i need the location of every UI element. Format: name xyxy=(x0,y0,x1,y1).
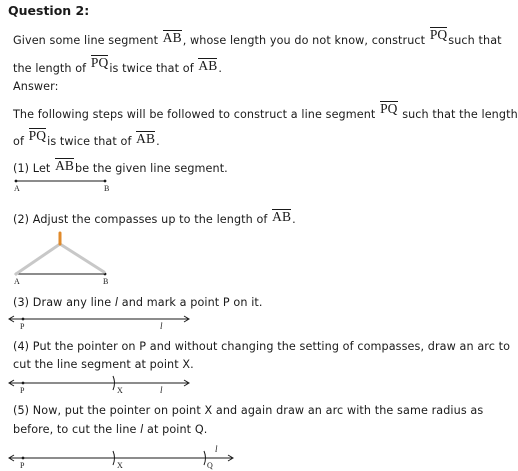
answer-label: Answer: xyxy=(13,80,59,93)
step-5-line-1: (5) Now, put the pointer on point X and again draw an arc with the same radius as xyxy=(13,404,484,417)
intro-text: such that the length xyxy=(402,108,518,121)
label-q: Q xyxy=(207,461,213,470)
compass-leg-right xyxy=(60,244,104,272)
step-text: (2) Adjust the compasses up to the length of xyxy=(13,213,268,226)
question-text: . xyxy=(218,62,223,75)
intro-text: The following steps will be followed to construct a line segment xyxy=(13,108,376,121)
step-4-line-2: cut the line segment at point X. xyxy=(13,358,194,371)
point-p xyxy=(22,382,25,385)
label-l: l xyxy=(215,444,218,454)
question-title: Question 2: xyxy=(8,3,90,18)
step-text: (3) Draw any line xyxy=(13,296,112,309)
question-text: is twice that of xyxy=(109,62,194,75)
segment-pq: PQ xyxy=(28,128,47,143)
figure-compasses xyxy=(14,233,108,286)
label-p: P xyxy=(20,322,25,331)
label-l: l xyxy=(160,321,163,331)
segment-ab: AB xyxy=(136,131,156,146)
segment-pq: PQ xyxy=(90,55,109,70)
segment-pq: PQ xyxy=(380,101,398,116)
figure-arc-q xyxy=(9,444,233,470)
segment-ab: AB xyxy=(198,58,218,73)
label-x: X xyxy=(117,461,123,470)
point-p xyxy=(22,318,25,321)
figure-segment-ab xyxy=(14,180,109,193)
line-name-l: l xyxy=(140,423,144,436)
point-b xyxy=(104,180,107,183)
segment-pq: PQ xyxy=(429,27,448,42)
step-text: before, to cut the line xyxy=(13,423,137,436)
question-text: such that xyxy=(448,34,502,47)
label-a: A xyxy=(14,184,20,193)
intro-text: of xyxy=(13,135,24,148)
step-text: be the given line segment. xyxy=(75,162,228,175)
step-text: (1) Let xyxy=(13,162,51,175)
intro-text: is twice that of xyxy=(47,135,132,148)
segment-ab: AB xyxy=(55,158,75,173)
segment-ab: AB xyxy=(272,209,292,224)
step-4-line-1: (4) Put the pointer on P and without changing the setting of compasses, draw an arc to xyxy=(13,340,511,353)
label-b: B xyxy=(104,184,110,193)
label-a: A xyxy=(14,277,20,286)
question-text: Given some line segment xyxy=(13,34,159,47)
figure-arc-x xyxy=(9,376,189,395)
question-text: the length of xyxy=(13,62,87,75)
compass-leg-left xyxy=(16,244,60,274)
question-text: , whose length you do not know, construct xyxy=(182,34,426,47)
line-name-l: l xyxy=(114,296,119,309)
label-l: l xyxy=(160,385,163,395)
point-p xyxy=(22,457,25,460)
step-text: and mark a point P on it. xyxy=(121,296,263,309)
label-x: X xyxy=(117,386,123,395)
label-b: B xyxy=(103,277,109,286)
segment-ab: AB xyxy=(162,30,182,45)
label-p: P xyxy=(20,386,25,395)
intro-text: . xyxy=(156,135,160,148)
figure-line-l-p xyxy=(9,316,189,331)
label-p: P xyxy=(20,461,25,470)
point-a xyxy=(15,180,18,183)
step-text: at point Q. xyxy=(147,423,208,436)
step-text: . xyxy=(292,213,296,226)
